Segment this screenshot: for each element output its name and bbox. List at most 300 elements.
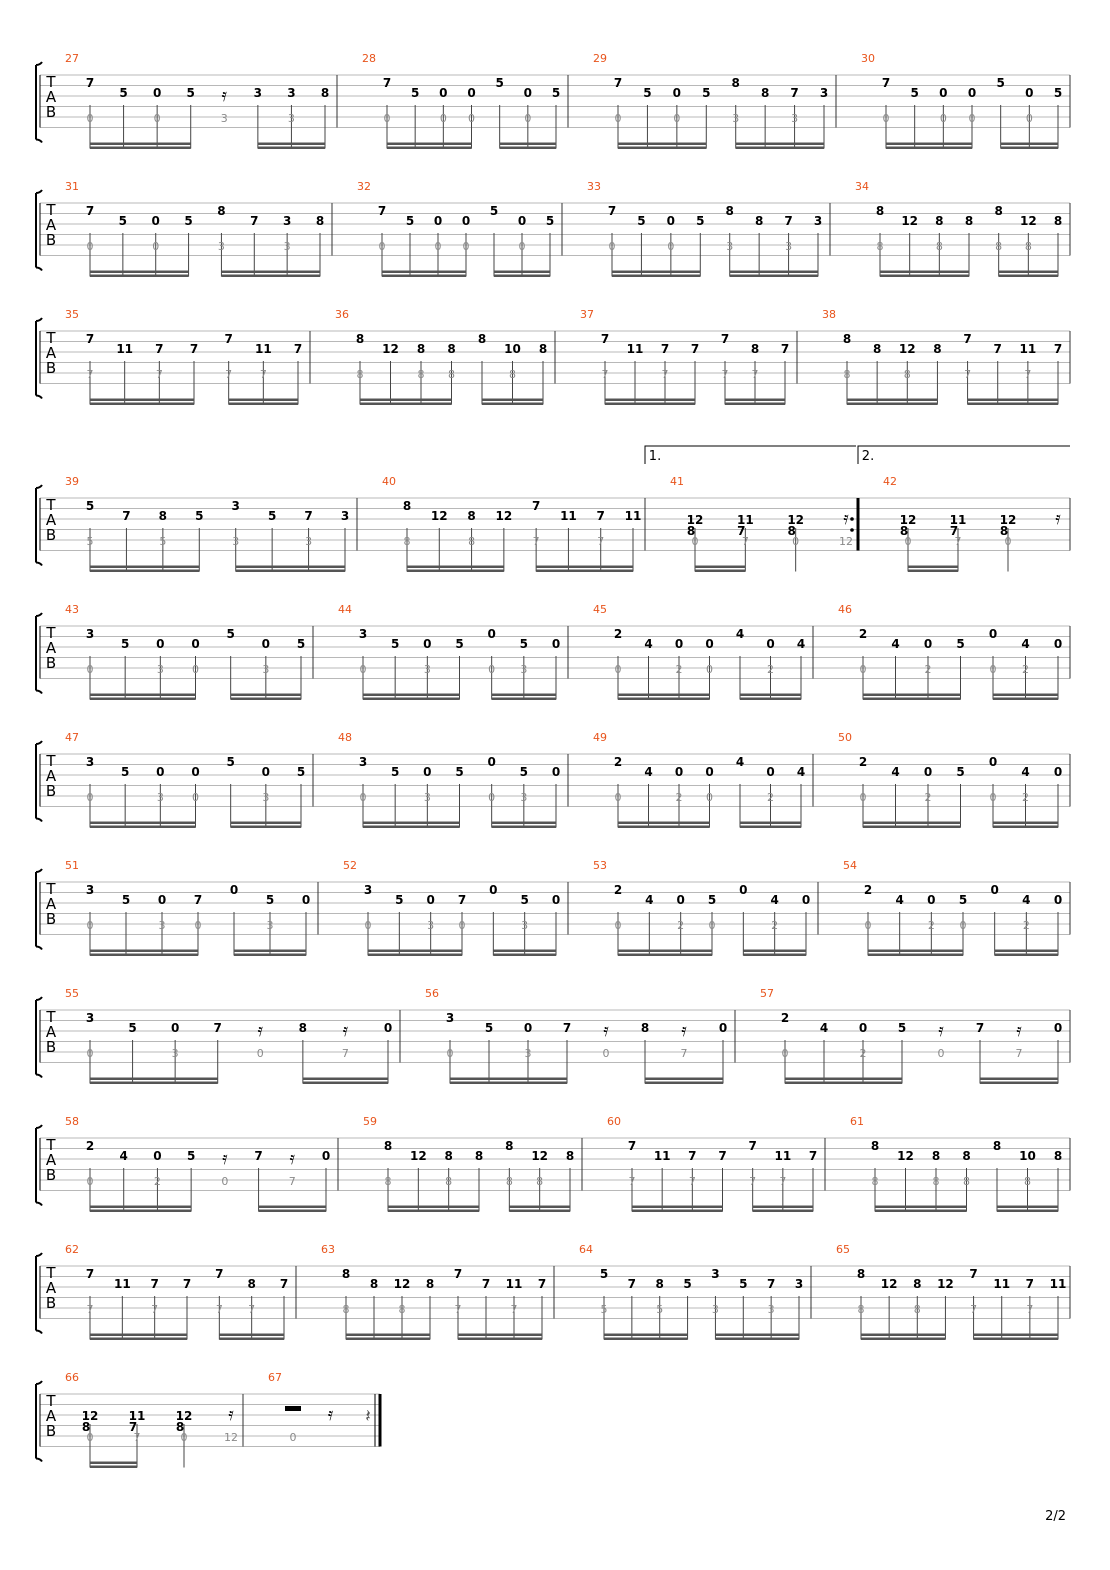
- fret-number: 0: [261, 637, 271, 651]
- measure: [362, 52, 560, 149]
- fret-number: 5: [120, 765, 130, 779]
- repeat-dot: [850, 528, 854, 532]
- bass-fret-number: 3: [520, 791, 528, 804]
- fret-number: 7: [780, 342, 790, 356]
- bass-fret-number: 8: [963, 1175, 970, 1188]
- fret-number: 11: [1019, 342, 1037, 356]
- fret-number: 5: [226, 627, 235, 641]
- bass-fret-number: 7: [1024, 368, 1032, 381]
- fret-number: 0: [383, 1021, 393, 1035]
- measure: [593, 731, 805, 828]
- rest-symbol: 𝄿: [221, 85, 228, 106]
- beam: [1001, 143, 1058, 146]
- beam: [886, 143, 972, 146]
- fret-number: 8: [856, 1267, 866, 1281]
- fret-number: 7: [224, 332, 233, 346]
- fret-number: 0: [858, 1021, 868, 1035]
- bass-fret-number: 0: [194, 919, 202, 932]
- volta-label: 2.: [861, 449, 875, 464]
- fret-number: 8: [655, 1277, 664, 1291]
- fret-number: 3: [445, 1011, 455, 1025]
- beam: [736, 143, 824, 146]
- bass-fret-number: 0: [667, 240, 675, 253]
- volta-bracket: [645, 446, 856, 464]
- measure-number: 65: [836, 1243, 850, 1256]
- bass-fret-number: 7: [248, 1303, 256, 1316]
- beam: [388, 1210, 479, 1213]
- fret-number: 7: [537, 1277, 547, 1291]
- beam: [743, 950, 806, 953]
- measure: [65, 52, 329, 149]
- bass-fret-number: 0: [1025, 112, 1033, 125]
- fret-number: 0: [261, 765, 271, 779]
- tab-clef-letter: A: [45, 88, 57, 106]
- beam: [908, 566, 958, 569]
- measure-number: 46: [838, 603, 852, 616]
- fret-number: 0: [705, 637, 714, 651]
- fret-number: 3: [358, 627, 368, 641]
- bass-fret-number: 7: [86, 368, 94, 381]
- beam: [494, 271, 550, 274]
- bass-fret-number: 3: [156, 663, 164, 676]
- rest-symbol: 𝄿: [257, 1020, 264, 1041]
- fret-number: 5: [495, 76, 504, 90]
- rest-symbol: 𝄿: [681, 1020, 687, 1041]
- bass-fret-number: 7: [688, 1175, 696, 1188]
- tab-clef-letter: T: [46, 624, 56, 642]
- fret-number: 5: [195, 509, 204, 523]
- beam: [90, 1082, 218, 1085]
- bass-fret-number: 0: [364, 919, 372, 932]
- fret-number: 4: [644, 637, 653, 651]
- fret-number: 3: [711, 1267, 720, 1281]
- fret-number: 7: [254, 1149, 263, 1163]
- fret-number: 12: [409, 1149, 427, 1163]
- fret-number: 7: [600, 332, 610, 346]
- fret-number: 5: [643, 86, 652, 100]
- fret-number: 5: [410, 86, 420, 100]
- bass-fret-number: 7: [532, 535, 540, 548]
- fret-number: 8: [754, 214, 764, 228]
- bass-fret-number: 0: [614, 791, 622, 804]
- beam: [740, 826, 801, 829]
- page-number: 2/2: [1045, 1509, 1066, 1524]
- fret-number: 8: [320, 86, 330, 100]
- beam: [234, 954, 306, 957]
- fret-number: 0: [967, 86, 977, 100]
- bass-fret-number: 2: [1022, 919, 1030, 932]
- measure: [593, 859, 810, 956]
- fret-number: 11: [949, 513, 967, 527]
- tab-clef-letter: B: [45, 1166, 57, 1184]
- measure: [65, 731, 305, 828]
- measure: [836, 1243, 1066, 1340]
- fret-number: 10: [1019, 1149, 1036, 1163]
- beam: [993, 694, 1058, 697]
- system-bracket: [36, 190, 42, 271]
- fret-number: 11: [254, 342, 272, 356]
- bass-fret-number: 7: [661, 368, 669, 381]
- fret-number: 4: [891, 765, 900, 779]
- measure-number: 63: [321, 1243, 335, 1256]
- measure: [593, 52, 828, 149]
- fret-number: 5: [1053, 86, 1063, 100]
- fret-number: 0: [301, 893, 311, 907]
- tab-system: [36, 603, 1070, 700]
- measure: [65, 1371, 238, 1468]
- measure-number: 38: [822, 308, 836, 321]
- bass-fret-number: 0: [904, 535, 912, 548]
- measure-number: 40: [382, 475, 396, 488]
- tab-clef-letter: T: [46, 73, 56, 91]
- fret-number: 3: [363, 883, 373, 897]
- fret-number: 11: [1049, 1277, 1067, 1291]
- fret-number: 5: [226, 755, 235, 769]
- bass-fret-number: 3: [232, 535, 240, 548]
- bass-fret-number: 7: [970, 1303, 978, 1316]
- fret-number: 8: [158, 509, 168, 523]
- fret-number: 11: [560, 509, 577, 523]
- measure-number: 34: [855, 180, 869, 193]
- beam: [90, 822, 196, 825]
- bass-fret-number: 0: [989, 791, 997, 804]
- fret-number: 8: [247, 1277, 256, 1291]
- tab-clef-letter: A: [45, 767, 57, 785]
- measure-number: 50: [838, 731, 852, 744]
- tab-clef-letter: B: [45, 231, 57, 249]
- fret-number: 5: [696, 214, 705, 228]
- beam: [90, 954, 198, 957]
- measure: [855, 180, 1062, 277]
- fret-number: 8: [842, 332, 852, 346]
- beam: [363, 822, 460, 825]
- beam: [736, 147, 824, 150]
- bass-fret-number: 0: [86, 1431, 94, 1444]
- measure: [838, 731, 1062, 828]
- rest-symbol: 𝄿: [228, 1404, 234, 1425]
- measure: [343, 859, 560, 956]
- beam: [740, 822, 801, 825]
- tab-system: [36, 475, 1070, 572]
- bass-fret-number: 7: [954, 535, 962, 548]
- measure: [338, 603, 560, 700]
- beam: [632, 1210, 723, 1213]
- bass-fret-number: 0: [673, 112, 681, 125]
- rest-symbol: 𝄿: [843, 508, 849, 529]
- bass-fret-number: 8: [1024, 240, 1032, 253]
- fret-number: 7: [213, 1021, 222, 1035]
- fret-number: 0: [517, 214, 527, 228]
- fret-number: 3: [253, 86, 263, 100]
- measure: [65, 475, 349, 572]
- beam: [725, 399, 785, 402]
- fret-number: 0: [467, 86, 476, 100]
- beam: [999, 275, 1058, 278]
- bass-fret-number: 3: [521, 919, 529, 932]
- bass-fret-number: 8: [417, 368, 425, 381]
- measure: [382, 475, 641, 572]
- fret-number: 8: [931, 1149, 941, 1163]
- fret-number: 5: [186, 86, 195, 100]
- tab-system: [36, 1243, 1070, 1340]
- fret-number: 8: [355, 332, 365, 346]
- fret-number: 8: [315, 214, 325, 228]
- beam: [236, 570, 345, 573]
- measure-number: 27: [65, 52, 79, 65]
- fret-number: 8: [383, 1139, 393, 1153]
- bass-fret-number: 7: [964, 368, 972, 381]
- beam: [753, 1210, 813, 1213]
- bass-fret-number: 5: [159, 535, 167, 548]
- beam: [90, 1338, 187, 1341]
- fret-number: 8: [538, 342, 548, 356]
- bass-fret-number: 5: [86, 535, 94, 548]
- measure: [580, 308, 789, 405]
- bass-fret-number: 8: [509, 368, 516, 381]
- system-bracket: [36, 318, 42, 399]
- bass-fret-number: 0: [488, 663, 496, 676]
- fret-number: 0: [672, 86, 682, 100]
- fret-number: 2: [613, 755, 623, 769]
- bass-fret-number: 3: [785, 240, 793, 253]
- fret-number: 5: [118, 214, 128, 228]
- fret-number: 7: [453, 1267, 463, 1281]
- measure: [321, 1243, 546, 1340]
- fret-number: 0: [988, 755, 998, 769]
- beam: [407, 570, 504, 573]
- rest-symbol: 𝄿: [342, 1020, 349, 1041]
- bass-fret-number: 8: [843, 368, 851, 381]
- fret-number: 0: [423, 637, 432, 651]
- fret-number: 8: [81, 1420, 91, 1434]
- fret-number: 3: [85, 883, 95, 897]
- fret-number: 7: [215, 1267, 224, 1281]
- measure-number: 54: [843, 859, 857, 872]
- rest-symbol: 𝄿: [327, 1404, 334, 1425]
- fret-number: 4: [895, 893, 904, 907]
- bass-fret-number: 7: [1015, 1047, 1023, 1060]
- bass-fret-number: 0: [359, 791, 367, 804]
- fret-number: 12: [787, 513, 805, 527]
- bass-fret-number: 5: [600, 1303, 608, 1316]
- bass-fret-number: 7: [597, 535, 605, 548]
- bass-fret-number: 3: [791, 112, 799, 125]
- measure: [65, 308, 302, 405]
- beam: [90, 403, 194, 406]
- bass-fret-number: 8: [505, 1175, 513, 1188]
- bass-fret-number: 0: [86, 1175, 94, 1188]
- measure-number: 42: [883, 475, 897, 488]
- fret-number: 5: [184, 214, 193, 228]
- bass-fret-number: 0: [488, 791, 496, 804]
- measure-number: 47: [65, 731, 79, 744]
- fret-number: 8: [913, 1277, 922, 1291]
- measure-number: 37: [580, 308, 594, 321]
- tab-clef-letter: A: [45, 639, 57, 657]
- bass-fret-number: 7: [680, 1047, 688, 1060]
- beam: [980, 1082, 1058, 1085]
- measure-number: 67: [268, 1371, 282, 1384]
- tab-system: [36, 52, 1070, 149]
- beam: [90, 698, 196, 701]
- beam: [258, 147, 325, 150]
- fret-number: 12: [686, 513, 704, 527]
- bass-fret-number: 0: [792, 535, 800, 548]
- beam: [863, 822, 961, 825]
- beam: [229, 399, 298, 402]
- beam: [492, 826, 556, 829]
- beam: [974, 1338, 1058, 1341]
- beam: [303, 1082, 388, 1085]
- beam: [612, 275, 700, 278]
- measure-number: 55: [65, 987, 79, 1000]
- fret-number: 5: [121, 893, 131, 907]
- bass-fret-number: 3: [156, 791, 164, 804]
- measure: [65, 987, 392, 1084]
- beam: [388, 1206, 479, 1209]
- beam: [875, 1206, 967, 1209]
- beam: [740, 694, 801, 697]
- bass-fret-number: 3: [171, 1047, 179, 1060]
- fret-number: 12: [899, 513, 917, 527]
- fret-number: 7: [382, 76, 392, 90]
- bass-fret-number: 7: [601, 368, 609, 381]
- fret-number: 11: [993, 1277, 1011, 1291]
- fret-number: 5: [956, 637, 965, 651]
- fret-number: 5: [958, 893, 968, 907]
- beam: [968, 403, 1058, 406]
- beam: [847, 399, 937, 402]
- beam: [645, 1078, 723, 1081]
- bass-fret-number: 7: [749, 1175, 757, 1188]
- tab-clef-letter: B: [45, 910, 57, 928]
- fret-number: 0: [487, 627, 496, 641]
- fret-number: 8: [992, 1139, 1002, 1153]
- rest-symbol: 𝄿: [1055, 508, 1061, 529]
- fret-number: 2: [85, 1139, 95, 1153]
- measure: [843, 859, 1062, 956]
- beam: [968, 399, 1058, 402]
- beam: [618, 147, 706, 150]
- fret-number: 7: [293, 342, 303, 356]
- fret-number: 5: [897, 1021, 907, 1035]
- beam: [605, 399, 695, 402]
- fret-number: 7: [766, 1277, 776, 1291]
- fret-number: 8: [505, 1139, 514, 1153]
- fret-number: 7: [748, 1139, 757, 1153]
- beam: [886, 147, 972, 150]
- fret-number: 0: [766, 765, 775, 779]
- measure-number: 61: [850, 1115, 864, 1128]
- fret-number: 11: [774, 1149, 792, 1163]
- fret-number: 0: [939, 86, 948, 100]
- fret-number: 5: [395, 893, 404, 907]
- beam: [604, 1338, 688, 1341]
- fret-number: 4: [645, 893, 654, 907]
- measure-number: 41: [670, 475, 684, 488]
- beam: [645, 1082, 723, 1085]
- fret-number: 7: [128, 1420, 138, 1434]
- fret-number: 8: [686, 524, 696, 538]
- fret-number: 5: [119, 86, 128, 100]
- bass-fret-number: 0: [86, 663, 94, 676]
- beam: [231, 694, 301, 697]
- bass-fret-number: 7: [628, 1175, 636, 1188]
- fret-number: 7: [627, 1139, 637, 1153]
- beam: [90, 570, 199, 573]
- beam: [605, 403, 695, 406]
- fret-number: 5: [520, 893, 529, 907]
- fret-number: 7: [85, 332, 95, 346]
- fret-number: 8: [425, 1277, 435, 1291]
- measure: [838, 603, 1062, 700]
- bass-fret-number: 0: [706, 663, 713, 676]
- fret-number: 0: [1053, 893, 1063, 907]
- fret-number: 11: [624, 509, 642, 523]
- tab-clef-letter: A: [45, 344, 57, 362]
- beam: [90, 143, 191, 146]
- fret-number: 7: [690, 342, 700, 356]
- measure-number: 30: [861, 52, 875, 65]
- beam: [880, 271, 969, 274]
- bass-fret-number: 7: [259, 368, 267, 381]
- beam: [382, 271, 466, 274]
- beam: [236, 566, 345, 569]
- measure: [65, 1243, 288, 1340]
- fret-number: 0: [766, 637, 775, 651]
- measure-number: 28: [362, 52, 376, 65]
- fret-number: 3: [340, 509, 350, 523]
- beam: [458, 1338, 542, 1341]
- measure: [338, 731, 560, 828]
- bass-fret-number: 2: [767, 663, 774, 676]
- beam: [259, 1210, 326, 1213]
- beam: [785, 1082, 902, 1085]
- bass-fret-number: 3: [732, 112, 740, 125]
- fret-number: 8: [787, 524, 796, 538]
- fret-number: 0: [739, 883, 748, 897]
- beam: [234, 950, 306, 953]
- measure: [335, 308, 547, 405]
- fret-number: 7: [993, 342, 1002, 356]
- measure-number: 56: [425, 987, 439, 1000]
- bass-fret-number: 8: [398, 1303, 406, 1316]
- tab-clef-letter: B: [45, 1038, 57, 1056]
- fret-number: 11: [116, 342, 134, 356]
- beam: [995, 954, 1058, 957]
- fret-number: 0: [461, 214, 471, 228]
- fret-number: 5: [296, 637, 306, 651]
- bass-fret-number: 7: [86, 1303, 94, 1316]
- beam: [980, 1078, 1058, 1081]
- bass-fret-number: 0: [524, 112, 532, 125]
- tab-clef-letter: T: [46, 1136, 56, 1154]
- fret-number: 5: [120, 637, 130, 651]
- beam: [492, 698, 556, 701]
- beam: [740, 698, 801, 701]
- fret-number: 12: [430, 509, 448, 523]
- beam: [90, 1466, 137, 1469]
- fret-number: 8: [935, 214, 944, 228]
- fret-number: 0: [1053, 637, 1063, 651]
- beam: [725, 403, 785, 406]
- bass-fret-number: 8: [1024, 1175, 1031, 1188]
- rest-symbol: 𝄿: [603, 1020, 609, 1041]
- fret-number: 0: [439, 86, 448, 100]
- fret-number: 0: [191, 765, 200, 779]
- fret-number: 8: [416, 342, 426, 356]
- bass-fret-number: 8: [871, 1175, 879, 1188]
